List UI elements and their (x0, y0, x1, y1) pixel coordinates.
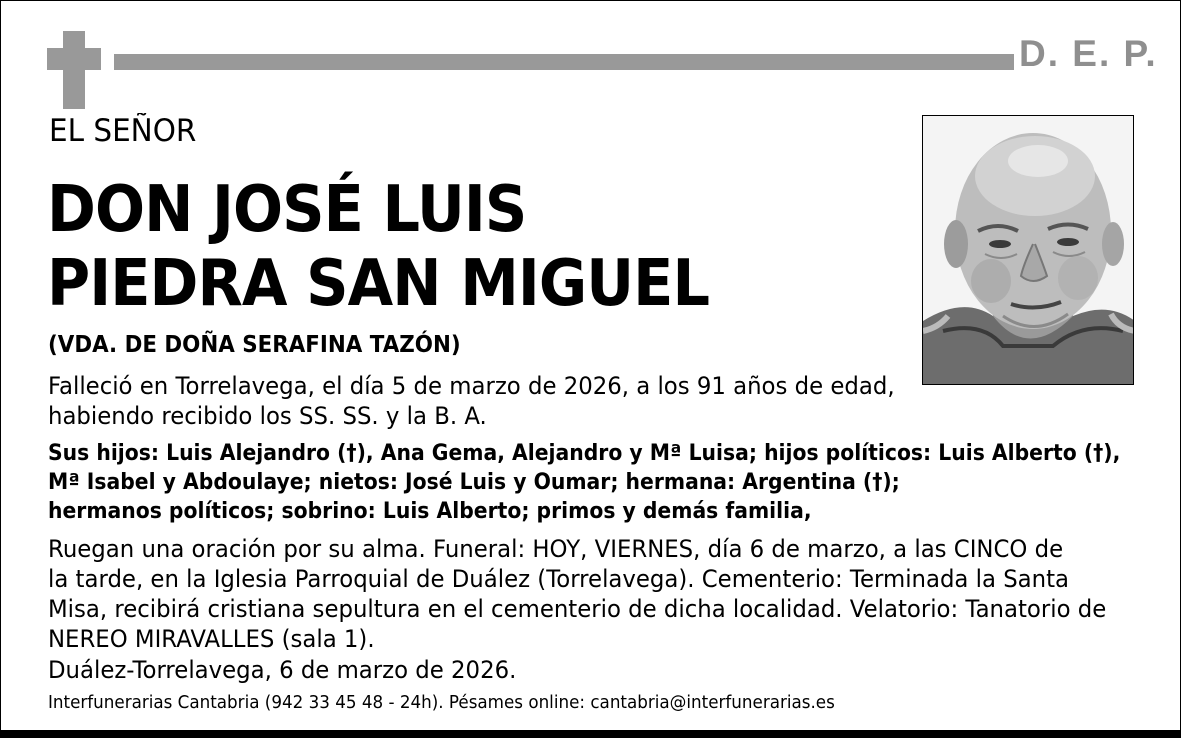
death-notice-text (48, 371, 922, 431)
deceased-name-line1: DON JOSÉ LUIS (47, 173, 527, 247)
funeral-line: Misa, recibirá cristiana sepultura en el cementerio de dicha localidad. Velatorio: Tanatorio de (48, 595, 1107, 623)
death-notice-line: habiendo recibido los SS. SS. y la B. A. (48, 402, 487, 430)
funeral-line: NEREO MIRAVALLES (sala 1). (48, 625, 375, 653)
deceased-name-line2: PIEDRA SAN MIGUEL (47, 247, 710, 321)
cross-icon (63, 31, 85, 109)
place-date: Duález-Torrelavega, 6 de marzo de 2026. (48, 656, 517, 684)
dep-label: D. E. P. (1019, 33, 1158, 74)
family-line: Sus hijos: Luis Alejandro (†), Ana Gema, Alejandro y Mª Luisa; hijos políticos: Luis Alberto (†), (48, 441, 1121, 466)
widow-of: (VDA. DE DOÑA SERAFINA TAZÓN) (48, 332, 461, 358)
title-prefix: EL SEÑOR (49, 113, 197, 149)
cross-icon-arm (47, 48, 101, 70)
family-line: Mª Isabel y Abdoulaye; nietos: José Luis y Oumar; hermana: Argentina (†); (48, 470, 900, 495)
header-rule (114, 54, 1014, 70)
portrait-photo (922, 115, 1134, 385)
family-list (48, 439, 1121, 526)
funeral-line: Ruegan una oración por su alma. Funeral: HOY, VIERNES, día 6 de marzo, a las CINCO de (48, 535, 1064, 563)
funeral-details (48, 534, 1106, 654)
funeral-line: la tarde, en la Iglesia Parroquial de Duález (Torrelavega). Cementerio: Terminada la Santa (48, 565, 1070, 593)
deceased-name (47, 173, 709, 321)
funeral-home-contact: Interfunerarias Cantabria (942 33 45 48 - 24h). Pésames online: cantabria@interfunerarias.es (48, 692, 835, 713)
family-line: hermanos políticos; sobrino: Luis Alberto; primos y demás familia, (48, 499, 812, 524)
portrait-illustration (923, 116, 1134, 385)
death-notice-line: Falleció en Torrelavega, el día 5 de marzo de 2026, a los 91 años de edad, (48, 372, 895, 400)
